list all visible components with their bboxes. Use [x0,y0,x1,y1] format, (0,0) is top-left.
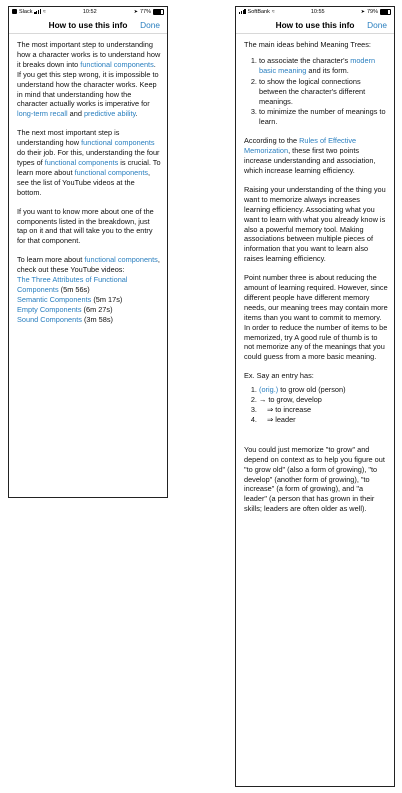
status-bar [236,7,394,16]
text: to associate the character's [259,55,351,65]
paragraph-point-three: Point number three is about reducing the amount of learning required. However, since different people have different memory needs, our meaning trees may contain more items than you want to commit to memory. In order to reduce the number of items to be memorized, try A good rule of thumb is to not memorize any of the meanings that you could guess from a more basic meaning. [244,273,388,362]
nav-bar [236,16,394,34]
video-item [17,295,161,305]
functional-components-link[interactable]: functional components [44,157,119,167]
list-item [259,415,388,425]
list-item [259,56,388,76]
wifi-icon: ≈ [42,8,46,15]
status-bar [9,7,167,16]
signal-icon [34,9,41,14]
paragraph-rules [244,136,388,176]
video-duration: (6m 27s) [81,304,113,314]
text: ⇒ to increase [267,405,312,414]
video-item [17,275,161,295]
paragraph-next-step [17,128,161,197]
battery-percent: 79% [366,8,378,15]
nav-bar [9,16,167,34]
paragraph-intro: The main ideas behind Meaning Trees: [244,40,371,49]
right-phone-screen [235,6,395,787]
text: The next most important step is understanding how [17,128,120,148]
text: , these first two points increase understanding and association, which increase learning efficiency. [244,146,376,175]
main-ideas-list [244,56,388,127]
list-item: 3. to minimize the number of meanings to learn. [259,107,388,127]
example-list [244,385,388,425]
list-item [259,385,388,395]
battery-icon [153,9,164,15]
example-intro: Ex. Say an entry has: [244,371,314,381]
predictive-ability-link[interactable]: predictive ability [83,109,136,119]
video-duration: (5m 17s) [91,294,123,304]
info-content [236,34,394,514]
clock: 10:52 [82,8,97,15]
text: and [67,109,84,119]
video-link[interactable]: The Three Attributes of Functional Components [17,275,128,294]
video-list [17,275,161,325]
done-button[interactable]: Done [367,19,387,30]
text: , see the list of YouTube videos at the bottom. [17,167,151,197]
video-duration: (3m 58s) [81,314,113,324]
location-icon: ➤ [360,8,365,15]
text: do their job. For this, understanding the four types of [17,148,160,167]
video-item [17,315,161,325]
text: , check out these YouTube videos: [17,255,160,275]
functional-components-link[interactable]: functional components [74,167,149,177]
text: ⇒ leader [267,414,296,424]
info-content [9,34,167,325]
text: . If you get this step wrong, it is impossible to understand how the character works. Keep in mind that understanding how the character actually works is imperative for [17,59,159,109]
video-link[interactable]: Sound Components [17,314,82,324]
text: The most important step to understanding how a character works is to understand how it breaks down into [17,40,161,69]
location-icon: ➤ [133,8,138,15]
text: is crucial. To learn more about [17,157,161,177]
paragraph-steps [17,40,161,119]
text: . [135,109,138,119]
functional-components-link[interactable]: functional components [80,59,154,69]
text: to grow old (person) [278,385,346,395]
done-button[interactable]: Done [140,19,160,30]
video-link[interactable]: Semantic Components [17,294,92,304]
video-link[interactable]: Empty Components [17,304,82,314]
signal-icon [239,9,246,14]
long-term-recall-link[interactable]: long-term recall [17,109,68,119]
paragraph-tap-components: If you want to know more about one of the components listed in the breakdown, just tap on it and that will take you to the entry for that component. [17,206,154,246]
modern-basic-meaning-link[interactable]: modern basic meaning [259,55,376,75]
page-title: How to use this info [48,19,128,30]
app-back-icon[interactable] [12,9,17,14]
clock: 10:55 [310,8,325,15]
wifi-icon: ≈ [271,8,275,15]
carrier-label: Slack [19,8,33,15]
text: and its form. [306,65,349,75]
page-title: How to use this info [275,19,355,30]
paragraph-understanding: Raising your understanding of the thing you want to memorize always increases learning efficiency. Associating what you want to learn with what you already know is also a powerful memory tool. Making associations between multiple pieces of information that you want to learn also raises learning efficiency. [244,184,386,264]
paragraph-videos [17,255,161,275]
battery-percent: 77% [139,8,151,15]
left-phone-screen [8,6,168,498]
video-duration: (5m 56s) [58,284,90,294]
text: According to the [244,136,300,146]
paragraph-example-explanation: You could just memorize "to grow" and depend on context as to help you figure out "to grow old" (also a form of growing), "to develop" (another form of growing), "to increase" (a form of growing), and "a leader" (a person that has grown in their skills; leaders are often older as well). [244,444,385,514]
carrier-label: SoftBank [247,8,270,15]
list-item: 2. → to grow, develop [259,395,388,405]
functional-components-link[interactable]: functional components [81,138,155,148]
functional-components-link[interactable]: functional components [84,255,158,265]
rules-of-effective-memorization-link[interactable]: Rules of Effective Memorization [244,136,357,156]
battery-icon [380,9,391,15]
list-item [259,405,388,415]
video-item [17,305,161,315]
text: To learn more about [17,255,85,265]
list-item: 2. to show the logical connections between the character's different meanings. [259,77,388,107]
orig-link[interactable]: (orig.) [259,385,279,395]
